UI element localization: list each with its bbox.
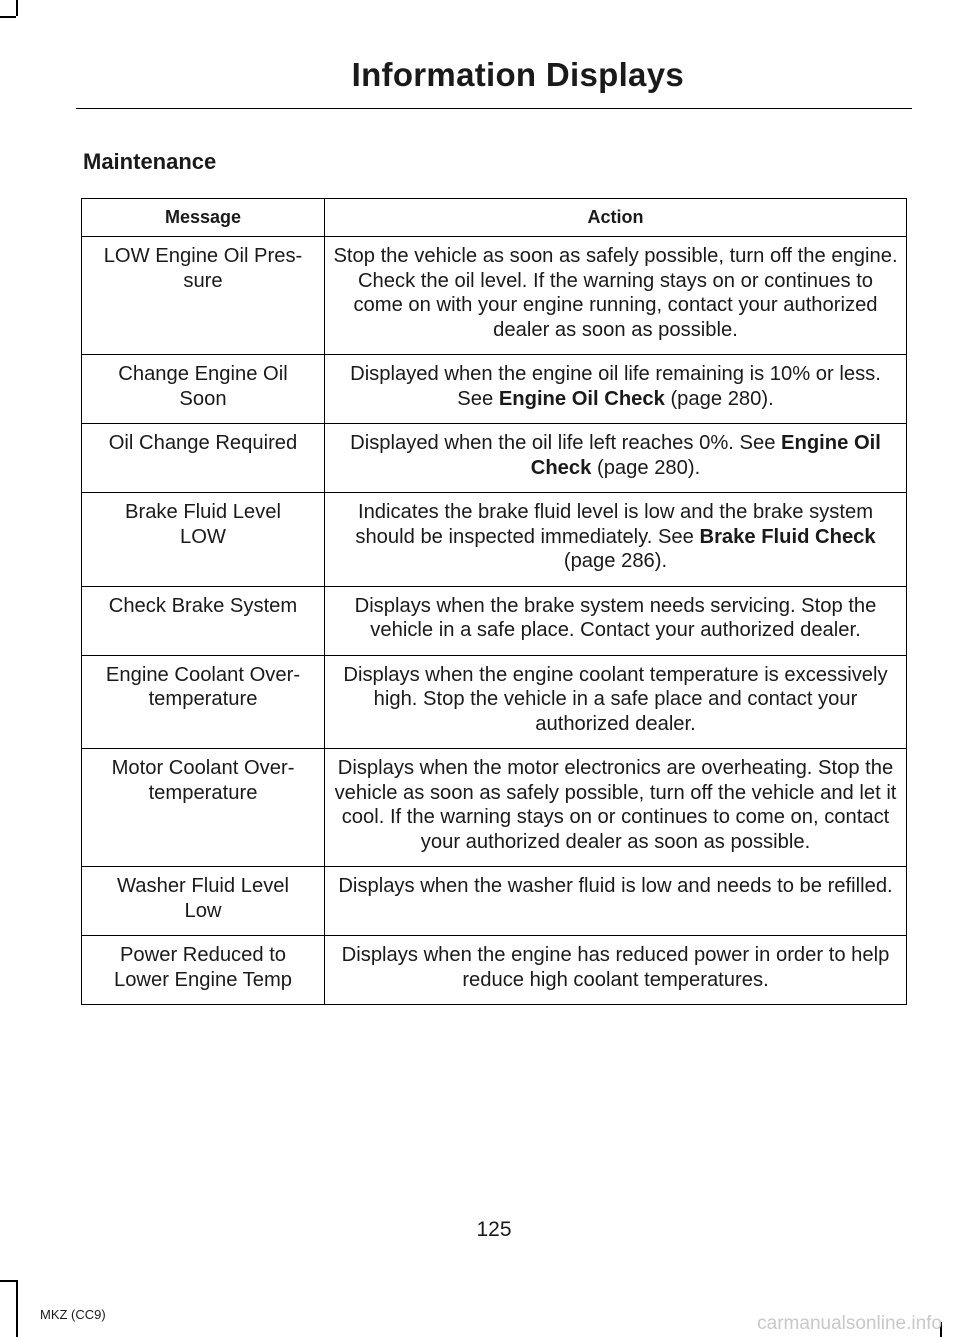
action-cell: Displays when the motor electronics are overheating. Stop the vehicle as soon as safely possible, turn off the vehicle and let it cool. If the warning stays on or continues to come on, contact your authorized dealer as soon as possible. <box>325 749 907 867</box>
crop-mark-bottom-left <box>0 1280 16 1282</box>
page-reference: (page 280). <box>664 387 774 410</box>
action-cell: Displays when the washer fluid is low and needs to be refilled. <box>325 867 907 936</box>
crop-mark-bottom-left <box>16 1280 18 1337</box>
message-cell: Check Brake System <box>82 586 325 655</box>
crop-mark-top-left <box>0 16 16 18</box>
action-cell <box>325 493 907 587</box>
action-text: Displayed when the engine oil life remaining is 10% or less. See <box>350 363 881 410</box>
message-cell: Washer Fluid Level Low <box>82 867 325 936</box>
page-reference: (page 286). <box>563 550 668 572</box>
message-cell: LOW Engine Oil Pres- sure <box>82 237 325 355</box>
action-column-header: Action <box>325 199 907 237</box>
action-cell: Displays when the engine coolant temperature is excessively high. Stop the vehicle in a safe place and contact your authorized dealer. <box>325 655 907 749</box>
table-row <box>82 355 907 424</box>
table-body <box>82 237 907 1005</box>
table-row <box>82 867 907 936</box>
action-cell: Displays when the brake system needs servicing. Stop the vehicle in a safe place. Contact your authorized dealer. <box>325 586 907 655</box>
action-cell: Displays when the engine has reduced power in order to help reduce high coolant temperatures. <box>325 936 907 1005</box>
page-reference: (page 280). <box>591 456 701 479</box>
cross-reference-link[interactable]: Engine Oil Check <box>498 387 665 410</box>
maintenance-table <box>81 198 907 1005</box>
table-row <box>82 493 907 587</box>
message-column-header: Message <box>82 199 325 237</box>
watermark: carmanualsonline.info <box>757 1313 942 1334</box>
table-row <box>82 749 907 867</box>
page-title: Information Displays <box>351 56 684 93</box>
table-row <box>82 237 907 355</box>
message-cell: Power Reduced to Lower Engine Temp <box>82 936 325 1005</box>
message-cell: Brake Fluid Level LOW <box>82 493 325 587</box>
action-text: Displayed when the oil life left reaches 0%. See <box>350 432 782 454</box>
section-heading: Maintenance <box>83 149 217 174</box>
model-code: MKZ (CC9) <box>40 1307 106 1322</box>
message-cell: Change Engine Oil Soon <box>82 355 325 424</box>
table-row <box>82 655 907 749</box>
action-cell <box>325 355 907 424</box>
message-cell: Oil Change Required <box>82 424 325 493</box>
crop-mark-top-left <box>16 0 18 16</box>
cross-reference-link[interactable]: Brake Fluid Check <box>699 525 876 548</box>
cross-reference-link[interactable]: Engine Oil Check <box>530 432 881 479</box>
message-cell: Engine Coolant Over- temperature <box>82 655 325 749</box>
action-text: Indicates the brake fluid level is low and the brake system should be inspected immediately. See <box>355 501 874 548</box>
action-cell: Stop the vehicle as soon as safely possible, turn off the engine. Check the oil level. If the warning stays on or continues to come on with your engine running, contact your authorized dealer as soon as possible. <box>325 237 907 355</box>
page-number: 125 <box>476 1218 512 1241</box>
table-row <box>82 586 907 655</box>
table-row <box>82 936 907 1005</box>
message-cell: Motor Coolant Over- temperature <box>82 749 325 867</box>
table-header-row <box>82 199 907 237</box>
table-row <box>82 424 907 493</box>
header-divider <box>76 108 912 109</box>
action-cell <box>325 424 907 493</box>
